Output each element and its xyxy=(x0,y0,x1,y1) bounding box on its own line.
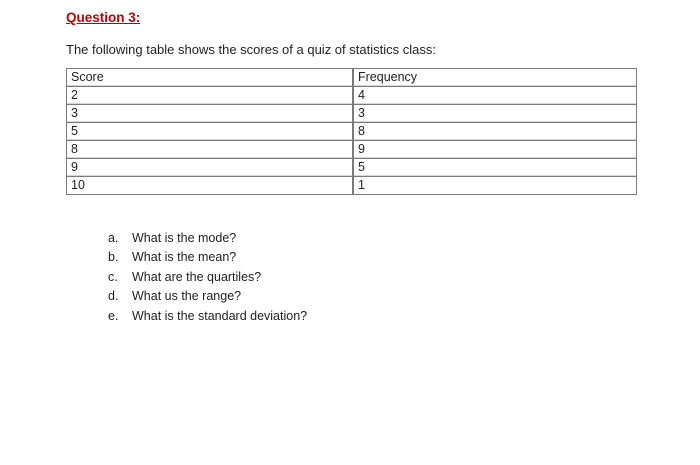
frequency-cell: 9 xyxy=(354,141,636,159)
score-column-header: Score xyxy=(67,69,354,87)
question-marker: e. xyxy=(108,308,119,323)
question-marker: c. xyxy=(108,269,118,284)
frequency-cell: 8 xyxy=(354,123,636,141)
score-cell: 5 xyxy=(67,123,354,141)
score-cell: 9 xyxy=(67,159,354,177)
table-row xyxy=(67,159,636,177)
score-frequency-table xyxy=(66,68,637,195)
frequency-cell: 5 xyxy=(354,159,636,177)
table-row xyxy=(67,141,636,159)
table-row xyxy=(67,87,636,105)
question-text: What is the mode? xyxy=(132,231,237,245)
table-header-row xyxy=(67,69,636,87)
question-marker: a. xyxy=(108,231,119,245)
frequency-cell: 1 xyxy=(358,178,365,192)
table-row xyxy=(67,123,636,141)
question-item xyxy=(108,268,307,287)
question-item xyxy=(108,248,307,267)
question-item xyxy=(108,229,307,248)
score-cell: 3 xyxy=(67,105,354,123)
question-list xyxy=(108,229,307,326)
table-row xyxy=(67,177,636,194)
question-marker: d. xyxy=(108,289,119,304)
intro-text: The following table shows the scores of a quiz of statistics class: xyxy=(66,42,436,57)
question-text: What are the quartiles? xyxy=(132,269,262,284)
question-item xyxy=(108,307,307,326)
score-cell: 8 xyxy=(67,141,354,159)
question-text: What is the mean? xyxy=(132,250,237,265)
question-text: What us the range? xyxy=(132,289,242,304)
score-cell: 10 xyxy=(67,177,354,194)
question-marker: b. xyxy=(108,250,119,265)
question-text: What is the standard deviation? xyxy=(132,308,308,323)
frequency-cell: 3 xyxy=(354,105,636,123)
question-heading: Question 3: xyxy=(66,10,141,25)
frequency-cell: 4 xyxy=(354,87,636,105)
question-item xyxy=(108,287,307,306)
frequency-column-header: Frequency xyxy=(354,69,636,87)
score-cell: 2 xyxy=(67,87,354,105)
table-row xyxy=(67,105,636,123)
